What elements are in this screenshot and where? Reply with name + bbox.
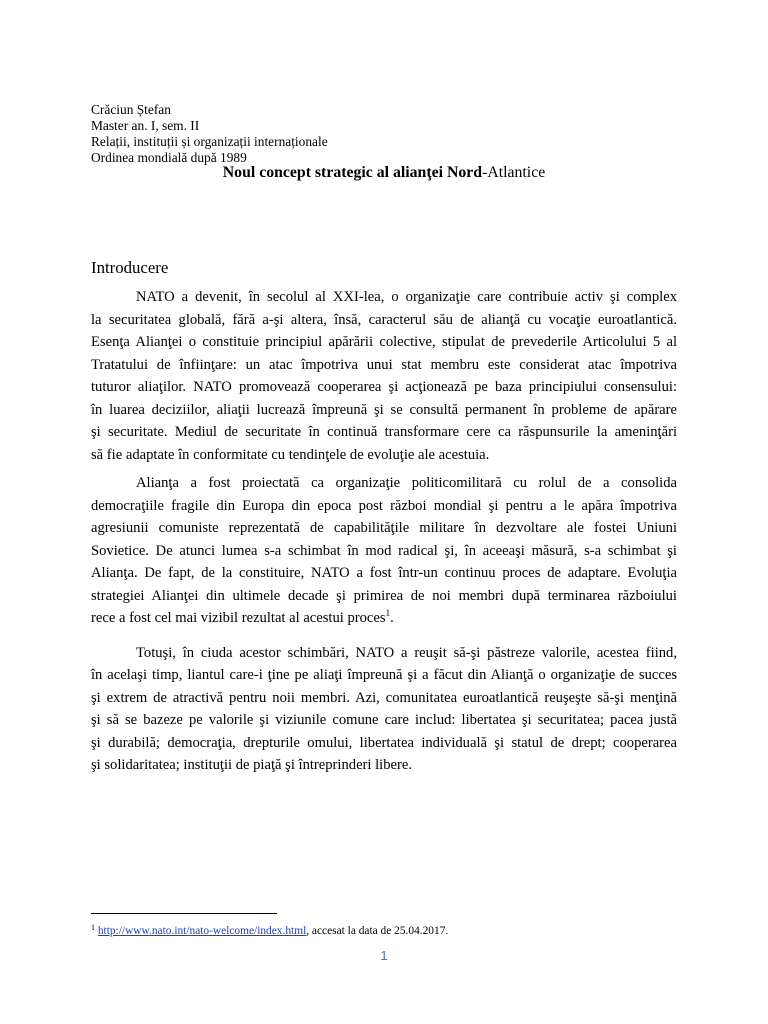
author-name: Crăciun Ștefan bbox=[91, 102, 171, 117]
document-body bbox=[91, 286, 677, 777]
paragraph-line: NATO a devenit, în secolul al XXI-lea, o organizaţie care contribuie activ şi complex bbox=[136, 289, 677, 305]
title-regular-part: -Atlantice bbox=[482, 164, 546, 181]
page-number: 1 bbox=[380, 948, 388, 963]
paragraph-line: să fie adaptate în conformitate cu tendinţele de evoluţie ale acestuia. bbox=[91, 446, 490, 463]
paragraph-line: tuturor aliaţilor. NATO promovează cooperarea şi acţionează pe baza principiului consensului: bbox=[91, 379, 677, 395]
footnote-number: 1 bbox=[91, 923, 95, 932]
paragraph-line: Totuşi, în ciuda acestor schimbări, NATO a reuşit să-şi păstreze valorile, acestea fiind, bbox=[136, 644, 677, 661]
paragraph-line: Alianţa. De fapt, de la constituire, NATO a fost într-un continuu proces de adaptare. Evoluţia bbox=[91, 565, 677, 581]
paragraph-1 bbox=[91, 286, 677, 466]
program-line: Master an. I, sem. II bbox=[91, 118, 200, 133]
paragraph-line: strategiei Alianţei din ultimele decade şi primirea de noi membri după terminarea războiului bbox=[91, 587, 677, 604]
sentence-end: . bbox=[390, 610, 394, 626]
footnote-link[interactable]: http://www.nato.int/nato-welcome/index.html bbox=[97, 925, 307, 937]
footnote bbox=[91, 921, 448, 938]
course-line: Ordinea mondială după 1989 bbox=[91, 150, 247, 165]
paragraph-line-text: rece a fost cel mai vizibil rezultat al acestui proces bbox=[91, 610, 386, 626]
footnote-separator bbox=[91, 913, 277, 914]
paragraph-line: democraţiile fragile din Europa din epoca post război mondial şi pentru a le apăra împotriva bbox=[91, 497, 677, 514]
field-line: Relații, instituții și organizații internaționale bbox=[91, 134, 328, 149]
paragraph-line: şi securitate. Mediul de securitate în continuă transformare cere ca răspunsurile la ameninţări bbox=[91, 424, 677, 440]
footnote-text: , accesat la data de 25.04.2017. bbox=[306, 925, 449, 937]
footnote-reference[interactable]: 1 bbox=[385, 608, 391, 618]
document-title bbox=[91, 163, 677, 183]
paragraph-line: Esenţa Alianţei o constituie principiul apărării colective, stipulat de prevederile Articolului 5 al bbox=[91, 334, 677, 350]
paragraph-line: şi solidaritatea; instituţii de piaţă şi întreprinderi libere. bbox=[91, 757, 412, 773]
paragraph-line-with-footnote bbox=[91, 607, 677, 630]
paragraph-line: Tratatului de înfiinţare: un atac împotriva unui stat membru este considerat atac împotriva bbox=[91, 356, 677, 373]
document-page bbox=[91, 0, 677, 1024]
paragraph-2 bbox=[91, 472, 677, 630]
paragraph-line: în acelaşi timp, liantul care-i ţine pe aliaţi împreună şi a făcut din Alianţă o organizaţie de succes bbox=[91, 667, 677, 683]
paragraph-3 bbox=[91, 642, 677, 777]
paragraph-line: Sovietice. De atunci lumea s-a schimbat în mod radical şi, în aceeaşi măsură, s-a schimbat şi bbox=[91, 542, 677, 559]
paragraph-line: agresiunii comuniste reprezentată de capabilităţile militare în dezvoltare ale fostei Uniuni bbox=[91, 520, 677, 536]
paragraph-line: şi să se bazeze pe valorile şi viziunile comune care includ: libertatea şi securitatea; pacea justă bbox=[91, 712, 677, 728]
title-bold-part: Noul concept strategic al alianţei Nord bbox=[222, 164, 483, 181]
paragraph-line: la securitatea globală, fără a-şi altera, însă, caracterul său de alianţă cu vocaţie euroatlantică. bbox=[91, 311, 677, 328]
author-header bbox=[91, 102, 328, 166]
section-heading: Introducere bbox=[91, 258, 169, 277]
paragraph-line: şi durabilă; democraţia, drepturile omului, libertatea individuală şi statul de drept; cooperarea bbox=[91, 734, 677, 751]
paragraph-line: şi extrem de atractivă pentru noii membri. Azi, comunitatea euroatlantică reuşeşte să-şi menţină bbox=[91, 689, 677, 706]
paragraph-line: în luarea deciziilor, aliaţii lucrează împreună şi se consultă permanent în probleme de apărare bbox=[91, 401, 677, 418]
paragraph-line: Alianţa a fost proiectată ca organizaţie politicomilitară cu rolul de a consolida bbox=[136, 475, 677, 491]
